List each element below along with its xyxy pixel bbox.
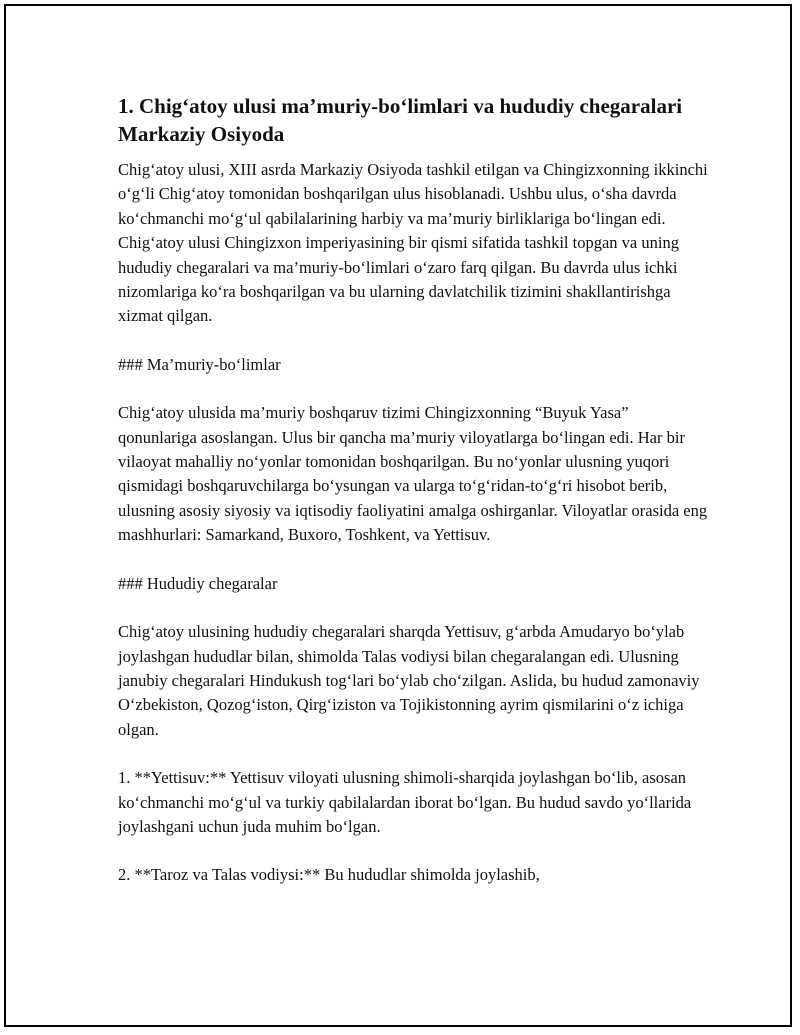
document-body <box>118 92 708 912</box>
administrative-paragraph: Chig‘atoy ulusida ma’muriy boshqaruv tizimi Chingizxonning “Buyuk Yasa” qonunlariga asoslangan. Ulus bir qancha ma’muriy viloyatlarga bo‘lingan edi. Har bir vilaoyat mahalliy no‘yonlar tomonidan boshqarilgan. Bu no‘yonlar ulusning yuqori qismidagi boshqaruvchilarga bo‘ysungan va ularga to‘g‘ridan-to‘g‘ri hisobot berib, ulusning asosiy siyosiy va iqtisodiy faoliyatini amalga oshirganlar. Viloyatlar orasida eng mashhurlari: Samarkand, Buxoro, Toshkent, va Yettisuv. <box>118 403 708 545</box>
list-item-taroz-talas: 2. **Taroz va Talas vodiysi:** Bu hududlar shimolda joylashib, <box>118 865 540 885</box>
borders-paragraph: Chig‘atoy ulusining hududiy chegaralari sharqda Yettisuv, g‘arbda Amudaryo bo‘ylab joylashgan hududlar bilan, shimolda Talas vodiysi bilan chegaralangan edi. Ulusning janubiy chegaralari Hindukush tog‘lari bo‘ylab cho‘zilgan. Aslida, bu hudud zamonaviy O‘zbekiston, Qozog‘iston, Qirg‘iziston va Tojikistonning ayrim qismilarini o‘z ichiga olgan. <box>118 622 700 739</box>
intro-paragraph: Chig‘atoy ulusi, XIII asrda Markaziy Osiyoda tashkil etilgan va Chingizxonning ikkinchi o‘g‘li Chig‘atoy tomonidan boshqarilgan ulus hisoblanadi. Ushbu ulus, o‘sha davrda ko‘chmanchi mo‘g‘ul qabilalarining harbiy va ma’muriy birliklariga bo‘lingan edi. Chig‘atoy ulusi Chingizxon imperiyasining bir qismi sifatida tashkil topgan va uning hududiy chegaralari va ma’muriy-bo‘limlari o‘zaro farq qilgan. Bu davrda ulus ichki nizomlariga ko‘ra boshqarilgan va bu ularning davlatchilik tizimini shakllantirishga xizmat qilgan. <box>118 160 708 326</box>
document-title: 1. Chig‘atoy ulusi ma’muriy-bo‘limlari va hududiy chegaralari Markaziy Osiyoda <box>118 94 683 146</box>
section-heading-administrative: ### Ma’muriy-bo‘limlar <box>118 354 281 374</box>
section-heading-borders: ### Hududiy chegaralar <box>118 573 278 593</box>
list-item-yettisuv: 1. **Yettisuv:** Yettisuv viloyati ulusning shimoli-sharqida joylashgan bo‘lib, asosan ko‘chmanchi mo‘g‘ul va turkiy qabilalardan iborat bo‘lgan. Bu hudud savdo yo‘llarida joylashgani uchun juda muhim bo‘lgan. <box>118 768 692 836</box>
